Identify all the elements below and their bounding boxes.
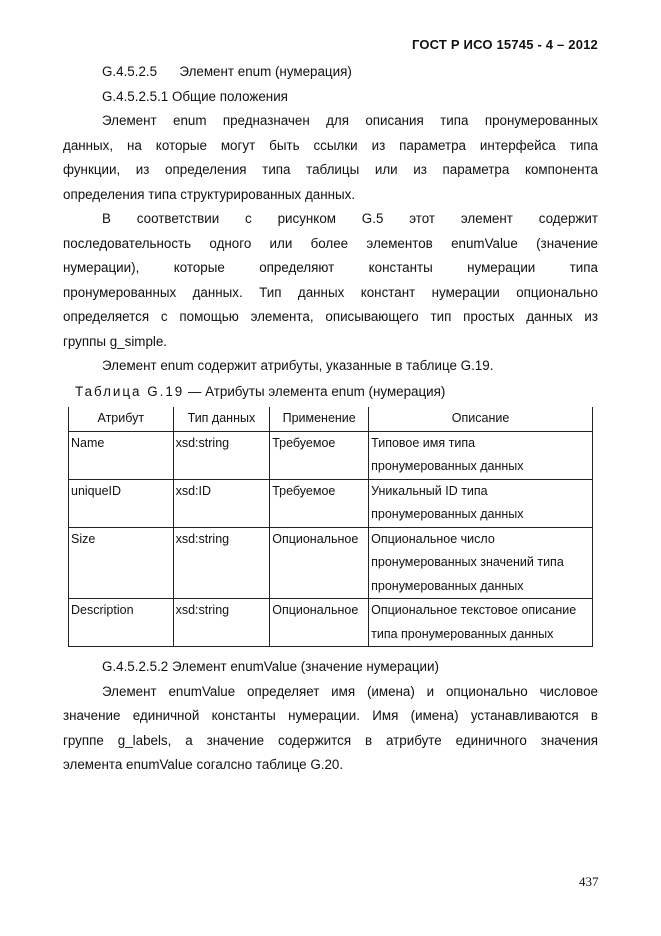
cell-datatype: xsd:string xyxy=(173,527,270,599)
cell-attribute: uniqueID xyxy=(69,479,174,527)
paragraph-1-line: функции, из определения типа таблицы или из параметра компонента xyxy=(63,162,598,177)
cell-usage: Требуемое xyxy=(270,479,369,527)
cell-attribute: Name xyxy=(69,431,174,479)
paragraph-2-line: последовательность одного или более элементов enumValue (значение xyxy=(63,235,598,251)
paragraph-1-line: определения типа структурированных данных. xyxy=(63,186,356,202)
paragraph-4-line: Элемент enumValue определяет имя (имена) и опционально числовое xyxy=(102,683,598,699)
description-line: пронумерованных значений типа xyxy=(371,555,564,569)
cell-description xyxy=(369,431,593,479)
paragraph-2-line: нумерации), которые определяют константы нумерации типа xyxy=(63,260,598,275)
paragraph-2-line: пронумерованных данных. Тип данных констант нумерации опционально xyxy=(63,284,598,300)
column-header-description: Описание xyxy=(369,407,593,431)
description-line: Опциональное число xyxy=(371,531,495,546)
description-line: пронумерованных данных xyxy=(371,507,524,521)
spacer xyxy=(63,647,598,655)
description-line: пронумерованных данных xyxy=(371,578,524,593)
paragraph-2-line: определяется с помощью элемента, описывающего тип простых данных из xyxy=(63,309,598,324)
cell-usage: Опциональное xyxy=(270,527,369,599)
paragraph-4 xyxy=(63,680,598,778)
cell-usage: Опциональное xyxy=(270,599,369,647)
column-header-usage: Применение xyxy=(270,407,369,431)
table-caption xyxy=(63,380,598,405)
subsection-heading: G.4.5.2.5.1 Общие положения xyxy=(102,88,288,104)
attributes-table xyxy=(68,407,593,647)
cell-datatype: xsd:string xyxy=(173,599,270,647)
cell-description xyxy=(369,527,593,599)
paragraph-2-line: группы g_simple. xyxy=(63,333,168,349)
paragraph-3: Элемент enum содержит атрибуты, указанные в таблице G.19. xyxy=(102,358,494,373)
page-number: 437 xyxy=(579,874,599,889)
paragraph-4-line: элемента enumValue согалсно таблице G.20. xyxy=(63,757,344,772)
cell-datatype: xsd:string xyxy=(173,431,270,479)
page-content xyxy=(63,60,598,778)
cell-datatype: xsd:ID xyxy=(173,479,270,527)
table-row xyxy=(69,599,593,647)
paragraph-1 xyxy=(63,109,598,207)
description-line: пронумерованных данных xyxy=(371,459,524,473)
table-row xyxy=(69,431,593,479)
document-header: ГОСТ Р ИСО 15745 - 4 – 2012 xyxy=(411,37,598,52)
section-heading: G.4.5.2.5 Элемент enum (нумерация) xyxy=(102,64,352,79)
description-line: типа пронумерованных данных xyxy=(371,626,554,641)
paragraph-4-line: значение единичной константы нумерации. Имя (имена) устанавливаются в xyxy=(63,708,598,723)
column-header-datatype: Тип данных xyxy=(173,407,270,431)
cell-usage: Требуемое xyxy=(270,431,369,479)
paragraph-2-line: В соответствии с рисунком G.5 этот элемент содержит xyxy=(102,211,598,226)
description-line: Типовое имя типа xyxy=(371,435,476,450)
table-caption-label: Таблица G.19 xyxy=(75,383,185,399)
column-header-attribute: Атрибут xyxy=(69,407,174,431)
description-line: Опциональное текстовое описание xyxy=(371,603,577,617)
table-row xyxy=(69,479,593,527)
cell-description xyxy=(369,599,593,647)
paragraph-2 xyxy=(63,207,598,354)
description-line: Уникальный ID типа xyxy=(371,483,488,498)
table-caption-text: — Атрибуты элемента enum (нумерация) xyxy=(184,383,446,399)
section2-heading: G.4.5.2.5.2 Элемент enumValue (значение нумерации) xyxy=(102,659,439,674)
table-header-row xyxy=(69,407,593,431)
cell-description xyxy=(369,479,593,527)
cell-attribute: Size xyxy=(69,527,174,599)
paragraph-4-line: группе g_labels, а значение содержится в атрибуте единичного значения xyxy=(63,732,598,748)
paragraph-1-line: Элемент enum предназначен для описания типа пронумерованных xyxy=(102,113,598,128)
paragraph-1-line: данных, на которые могут быть ссылки из параметра интерфейса типа xyxy=(63,137,598,153)
table-row xyxy=(69,527,593,599)
cell-attribute: Description xyxy=(69,599,174,647)
